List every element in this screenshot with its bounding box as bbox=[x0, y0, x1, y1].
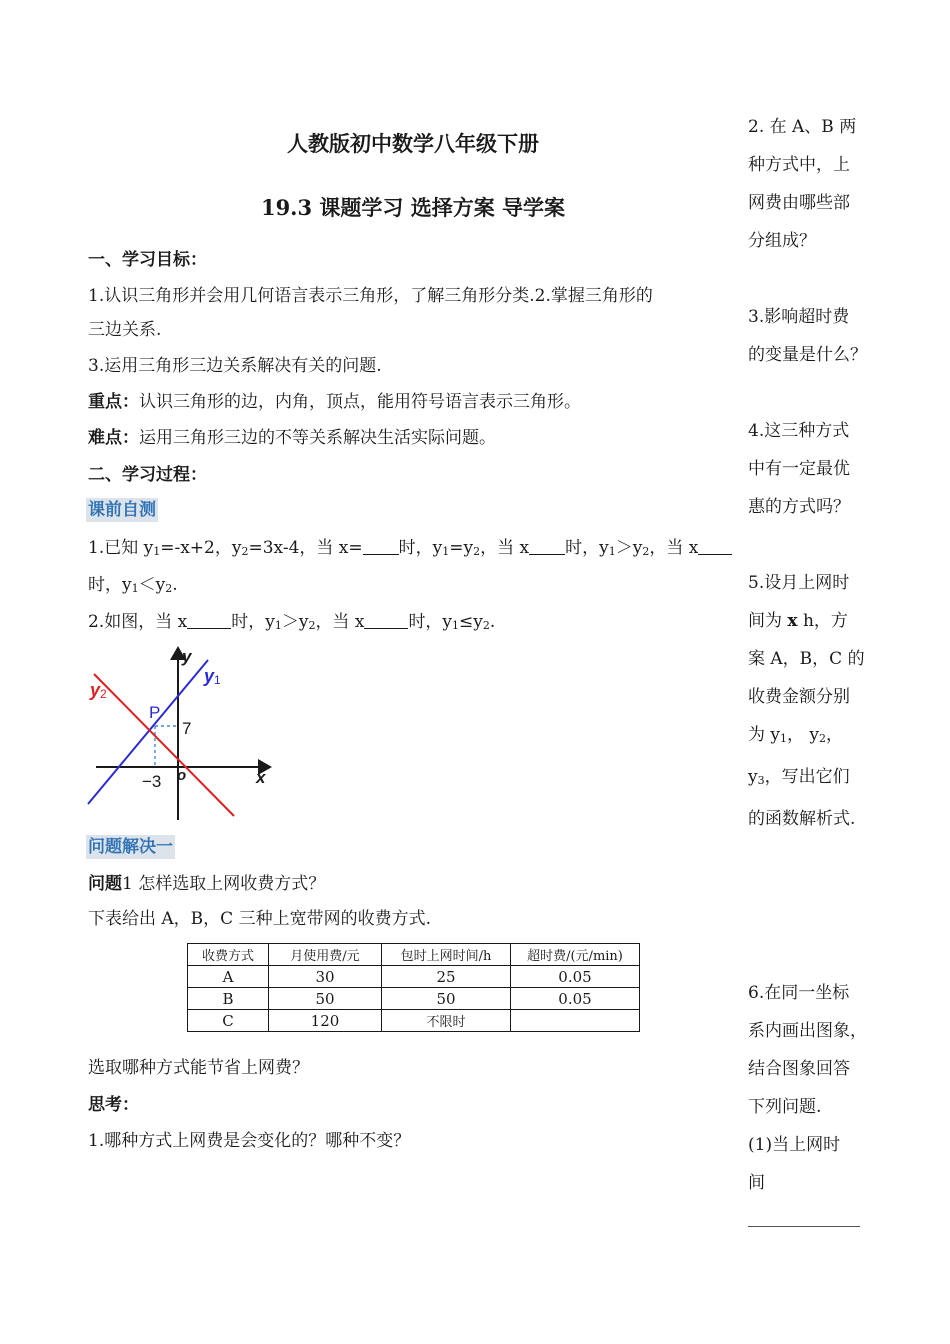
table-header-cell: 收费方式 bbox=[188, 944, 269, 966]
sidebar-line: 结合图象回答 bbox=[748, 1059, 850, 1079]
problem1-tag: 问题解决一 bbox=[88, 837, 173, 857]
sidebar-line: 的函数解析式. bbox=[748, 809, 856, 829]
problem1-question bbox=[88, 872, 325, 896]
table-cell: B bbox=[188, 988, 269, 1010]
key-point-text: 认识三角形的边，内角，顶点，能用符号语言表示三角形。 bbox=[139, 392, 581, 412]
q1-sub: 2 bbox=[241, 545, 249, 558]
table-cell: 不限时 bbox=[382, 1010, 511, 1032]
page-subtitle: 19.3 课题学习 选择方案 导学案 bbox=[260, 195, 566, 220]
q1-sub: 1 bbox=[608, 545, 616, 558]
table-cell: 25 bbox=[382, 966, 511, 988]
q1-sub: 2 bbox=[165, 582, 173, 595]
goal-line-3: 3.运用三角形三边关系解决有关的问题. bbox=[88, 356, 382, 376]
point-p-label: P bbox=[149, 703, 161, 722]
sidebar-question-4 bbox=[748, 412, 868, 526]
q2-sub: 1 bbox=[452, 619, 460, 632]
q1-sub: 1 bbox=[153, 545, 161, 558]
sidebar-line: (1)当上网时 bbox=[748, 1135, 841, 1155]
q1-text-e: =y bbox=[449, 538, 474, 558]
problem1-prompt: 选取哪种方式能节省上网费？ bbox=[88, 1058, 309, 1078]
answer-blank[interactable] bbox=[187, 612, 231, 629]
hard-point-text: 运用三角形三边的不等关系解决生活实际问题。 bbox=[139, 428, 496, 448]
key-point-label: 重点： bbox=[88, 392, 139, 412]
answer-blank[interactable] bbox=[748, 1226, 860, 1227]
answer-blank[interactable] bbox=[529, 538, 565, 555]
table-cell: 120 bbox=[269, 1010, 382, 1032]
process-heading: 二、学习过程： bbox=[88, 465, 207, 485]
table-cell: C bbox=[188, 1010, 269, 1032]
q1-text-d: 时，y bbox=[398, 538, 443, 558]
sidebar-line: 间 bbox=[748, 1173, 765, 1193]
table-cell: A bbox=[188, 966, 269, 988]
sidebar-line: 下列问题. bbox=[748, 1097, 822, 1117]
q2-text-b: 时，y bbox=[231, 612, 275, 632]
goal-line-1: 1.认识三角形并会用几何语言表示三角形，了解三角形分类.2.掌握三角形的 bbox=[88, 286, 653, 306]
line-y1-label: y1 bbox=[204, 666, 221, 687]
q2-text-a: 2.如图，当 x bbox=[88, 612, 188, 632]
q2-text-e: 时，y bbox=[408, 612, 453, 632]
sidebar-line: 为 y1， y2， bbox=[748, 725, 844, 745]
x-axis-label: x bbox=[256, 768, 266, 787]
x-value-label: −3 bbox=[142, 772, 162, 791]
sidebar-line: 系内画出图象， bbox=[748, 1021, 867, 1041]
sidebar-line: 2. 在 A、B 两 bbox=[748, 117, 857, 137]
table-row bbox=[188, 988, 640, 1010]
sidebar-line: 收费金额分别 bbox=[748, 687, 850, 707]
pretest-tag: 课前自测 bbox=[88, 500, 156, 520]
sidebar-line: 3.影响超时费 bbox=[748, 307, 850, 327]
fee-table bbox=[187, 943, 640, 1032]
q1-text-i: ，当 x bbox=[649, 538, 699, 558]
y-axis-label: y bbox=[182, 647, 192, 666]
sidebar-line: 中有一定最优 bbox=[748, 459, 850, 479]
table-header-cell: 包时上网时间/h bbox=[382, 944, 511, 966]
problem1-text: 1 怎样选取上网收费方式？ bbox=[122, 874, 326, 894]
problem1-intro: 下表给出 A，B，C 三种上宽带网的收费方式. bbox=[88, 909, 431, 929]
q1-text-a: 1.已知 y bbox=[88, 538, 154, 558]
q1-sub: 1 bbox=[442, 545, 450, 558]
sidebar-question-5 bbox=[748, 564, 868, 838]
q2-sub: 2 bbox=[308, 619, 316, 632]
goal-line-2: 三边关系. bbox=[88, 320, 162, 340]
q1-text-j: 时，y bbox=[88, 575, 132, 595]
table-header-cell: 超时费/(元/min) bbox=[511, 944, 640, 966]
table-cell: 0.05 bbox=[511, 966, 640, 988]
origin-label: o bbox=[177, 767, 187, 784]
sidebar-question-2 bbox=[748, 108, 868, 260]
function-graph bbox=[84, 642, 280, 822]
q1-text-l: . bbox=[172, 575, 178, 595]
q2-text-f: ≤y bbox=[459, 612, 483, 632]
hard-point-label: 难点： bbox=[88, 428, 139, 448]
sidebar-line: 惠的方式吗？ bbox=[748, 497, 850, 517]
sidebar-line: 种方式中，上 bbox=[748, 155, 850, 175]
sidebar-line: 分组成？ bbox=[748, 231, 816, 251]
sidebar-question-6 bbox=[748, 974, 880, 1202]
q1-text-b: =-x+2，y bbox=[160, 538, 242, 558]
q1-sub: 2 bbox=[473, 545, 481, 558]
table-cell: 30 bbox=[269, 966, 382, 988]
page-title: 人教版初中数学八年级下册 bbox=[287, 131, 539, 156]
q1-sub: 1 bbox=[131, 582, 139, 595]
sidebar-line: 的变量是什么？ bbox=[748, 345, 867, 365]
q2-text-d: ，当 x bbox=[315, 612, 365, 632]
line-y2-label: y2 bbox=[90, 680, 107, 701]
q1-text-g: 时，y bbox=[565, 538, 609, 558]
q2-text-c: ＞y bbox=[281, 612, 309, 632]
hard-point bbox=[88, 426, 496, 450]
table-cell: 0.05 bbox=[511, 988, 640, 1010]
table-cell: 50 bbox=[269, 988, 382, 1010]
think-question-1: 1.哪种方式上网费是会变化的？哪种不变？ bbox=[88, 1131, 411, 1151]
answer-blank[interactable] bbox=[698, 538, 732, 555]
pretest-question-1 bbox=[88, 536, 732, 564]
y-value-label: 7 bbox=[182, 719, 192, 738]
sidebar-line: 间为 x h，方 bbox=[748, 611, 848, 631]
sidebar-line: 6.在同一坐标 bbox=[748, 983, 850, 1003]
answer-blank[interactable] bbox=[363, 538, 399, 555]
q2-sub: 2 bbox=[482, 619, 490, 632]
answer-blank[interactable] bbox=[364, 612, 408, 629]
sidebar-line: y3，写出它们 bbox=[748, 767, 850, 787]
sidebar-line: 5.设月上网时 bbox=[748, 573, 850, 593]
problem1-label: 问题 bbox=[88, 874, 122, 894]
goals-heading: 一、学习目标： bbox=[88, 250, 207, 270]
q2-text-g: . bbox=[489, 612, 496, 632]
sidebar-line: 案 A，B，C 的 bbox=[748, 649, 865, 669]
table-cell bbox=[511, 1010, 640, 1032]
sidebar-line: 4.这三种方式 bbox=[748, 421, 850, 441]
table-header-cell: 月使用费/元 bbox=[269, 944, 382, 966]
q1-text-k: ＜y bbox=[138, 575, 166, 595]
table-cell: 50 bbox=[382, 988, 511, 1010]
q1-text-f: ，当 x bbox=[480, 538, 530, 558]
table-row bbox=[188, 1010, 640, 1032]
pretest-question-2 bbox=[88, 610, 495, 638]
table-header-row bbox=[188, 944, 640, 966]
q1-sub: 2 bbox=[642, 545, 650, 558]
key-point bbox=[88, 390, 581, 414]
sidebar-line: 网费由哪些部 bbox=[748, 193, 850, 213]
q1-text-h: ＞y bbox=[615, 538, 643, 558]
q1-text-c: =3x-4，当 x= bbox=[248, 538, 363, 558]
q2-sub: 1 bbox=[274, 619, 282, 632]
line-y2 bbox=[94, 674, 234, 816]
think-heading: 思考： bbox=[88, 1095, 139, 1115]
sidebar-question-3 bbox=[748, 298, 878, 374]
pretest-question-1-cont bbox=[88, 573, 178, 601]
table-row bbox=[188, 966, 640, 988]
